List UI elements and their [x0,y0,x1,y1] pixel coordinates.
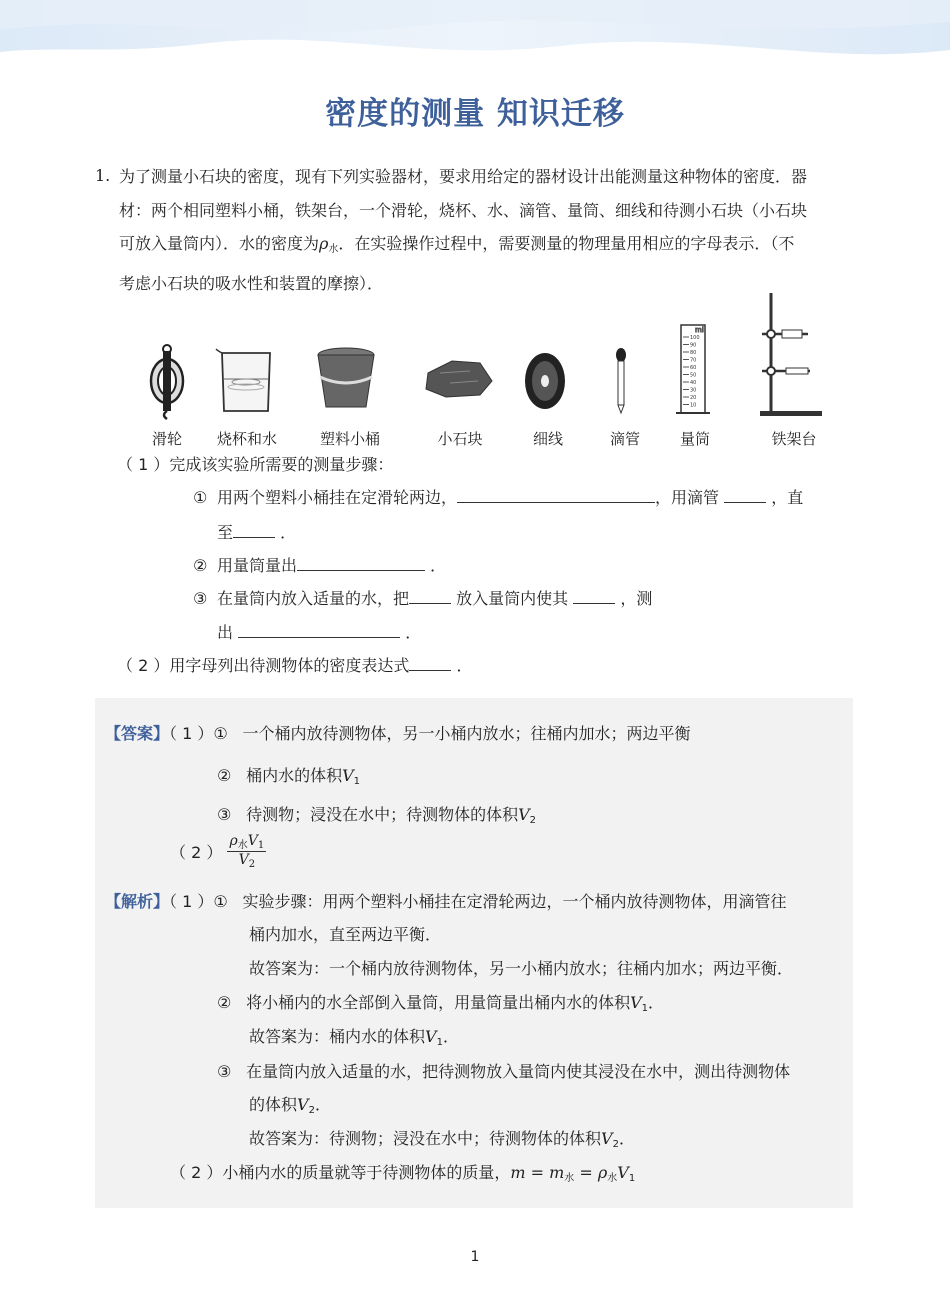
answer-line-1: 【答案】（ 1 ）① 一个桶内放待测物体，另一小桶内放水；往桶内加水；两边平衡 [105,724,691,743]
header-banner [0,0,950,70]
question-number: 1. [95,166,111,185]
stem-line-1: 为了测量小石块的密度，现有下列实验器材，要求用给定的器材设计出能测量这种物体的密度．器 [119,167,808,186]
equipment-figure [140,285,840,450]
analysis-tag: 【解析】 [105,892,170,911]
blank-step3-a[interactable] [409,589,451,604]
cylinder-tick-label: 40 [690,380,697,386]
cylinder-tick-label: 60 [690,365,697,371]
cylinder-tick-label: 90 [690,342,697,349]
stem-line-2: 材：两个相同塑料小桶，铁架台，一个滑轮，烧杯、水、滴管、量筒、细线和待测小石块（小石块 [119,200,808,220]
answer-line-4: （ 2 ） $\frac{\rho_水V_1}{V_2}$ [170,833,265,870]
cylinder-tick-label: 70 [690,357,697,364]
analysis-line-8: 故答案为：待测物；浸没在水中；待测物体的体积$V_2$． [249,1129,635,1150]
cylinder-tick-label: 80 [690,350,697,356]
equip-label-cylinder: 量筒 [679,430,710,448]
part2-label: （ 2 ）用字母列出待测物体的密度表达式 ． [117,656,473,675]
step3-line1: ③ 在量筒内放入适量的水，把 放入量筒内使其 ，测 [193,589,653,608]
density-fraction: $\frac{\rho_水V_1}{V_2}$ [229,833,265,870]
equip-label-pulley: 滑轮 [151,430,182,448]
cylinder-tick-label: 50 [690,372,697,379]
stem-line-4: 考虑小石块的吸水性和装置的摩擦）． [119,273,384,293]
answer-line-2: ② 桶内水的体积$V_1$ [217,766,361,787]
thread-spool-icon [525,353,565,409]
answer-line-3: ③ 待测物；浸没在水中；待测物体的体积$V_2$ [217,805,537,826]
analysis-line-2: 桶内加水，直至两边平衡． [249,925,442,944]
stem-line-3: 可放入量筒内）．水的密度为$\rho_水$．在实验操作过程中，需要测量的物理量用相应的字母表示．（不 [119,234,795,255]
question-stem [119,160,845,300]
bucket-icon [318,348,374,407]
cylinder-unit-label: ml [695,326,704,334]
dropper-icon [616,348,626,413]
answer-tag: 【答案】 [105,724,170,743]
analysis-line-7: 的体积$V_2$． [249,1095,331,1116]
analysis-line-6: ③ 在量筒内放入适量的水，把待测物放入量筒内使其浸没在水中，测出待测物体 [217,1062,791,1081]
blank-step2[interactable] [297,556,425,571]
analysis-line-1: 【解析】（ 1 ）① 实验步骤：用两个塑料小桶挂在定滑轮两边，一个桶内放待测物体，用滴管往 [105,892,787,911]
analysis-line-4: ② 将小桶内的水全部倒入量筒，用量筒量出桶内水的体积$V_1$． [217,993,665,1014]
cylinder-tick-label: 20 [690,395,697,401]
analysis-line-5: 故答案为：桶内水的体积$V_1$． [249,1027,459,1048]
pulley-icon [151,345,183,419]
analysis-line-9: （ 2 ）小桶内水的质量就等于待测物体的质量，$m = m_水 = \rho_水V_1$ [170,1163,636,1184]
equip-label-stone: 小石块 [437,430,483,448]
equip-label-dropper: 滴管 [609,430,640,448]
step1-line1: ① 用两个塑料小桶挂在定滑轮两边， ，用滴管 ，直 [193,488,804,507]
step3-line2: 出 ． [217,623,422,642]
blank-step1-a[interactable] [457,488,655,503]
cylinder-tick-label: 10 [690,402,697,409]
equip-label-bucket: 塑料小桶 [319,430,380,448]
blank-step1-b[interactable] [724,488,766,503]
blank-part2[interactable] [409,656,451,671]
equip-label-thread: 细线 [532,430,563,448]
iron-stand-icon [760,293,822,416]
page-title: 密度的测量 知识迁移 [325,96,625,132]
cylinder-tick-label: 100 [690,335,700,341]
blank-step3-c[interactable] [238,623,400,638]
part1-label: （ 1 ）完成该实验所需要的测量步骤： [117,455,394,474]
equip-label-beaker: 烧杯和水 [216,430,277,448]
beaker-icon [216,349,270,411]
step2-line: ② 用量筒量出 ． [193,556,447,575]
stone-icon [426,361,492,397]
cylinder-tick-label: 30 [690,387,697,394]
step1-line2: 至 ． [217,523,297,542]
blank-step1-c[interactable] [233,523,275,538]
equip-label-stand: 铁架台 [771,430,817,448]
analysis-line-3: 故答案为：一个桶内放待测物体，另一小桶内放水；往桶内加水；两边平衡． [249,959,794,978]
measuring-cylinder-icon [676,325,710,413]
page-number: 1 [470,1249,480,1265]
blank-step3-b[interactable] [573,589,615,604]
